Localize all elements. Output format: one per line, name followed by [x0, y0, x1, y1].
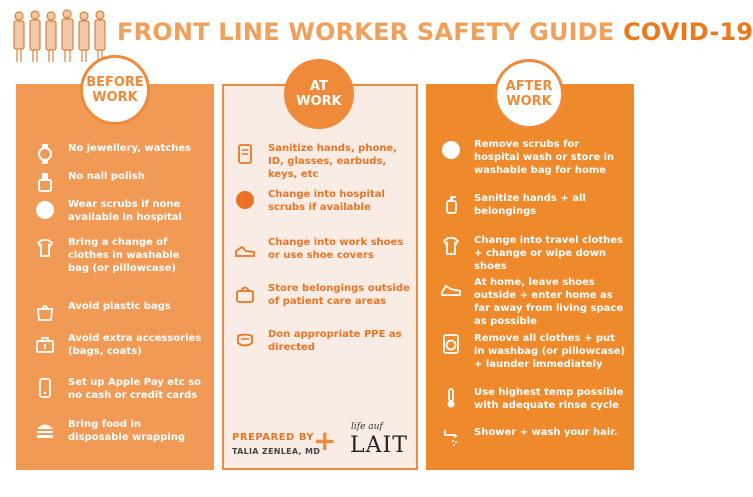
- healthcare-workers-illustration: [10, 8, 110, 64]
- author-name: TALIA ZENLEA, MD: [232, 447, 321, 456]
- item-text: Shower + wash your hair.: [474, 427, 618, 438]
- burger-icon: [34, 419, 56, 441]
- lait-logo-small-text: life auf: [351, 422, 383, 432]
- at-work-badge: AT WORK: [284, 59, 354, 129]
- clothes-icon: [34, 237, 56, 259]
- item-text: Change into hospital scrubs if available: [268, 189, 385, 213]
- item-text: Remove scrubs for hospital wash or store in washable bag for home: [474, 139, 615, 176]
- before-work-badge: BEFORE WORK: [80, 55, 150, 125]
- lait-logo: LAIT: [350, 433, 408, 458]
- at-item: [234, 236, 414, 262]
- after-item: [440, 234, 628, 273]
- at-work-panel: [222, 84, 418, 470]
- after-item: [440, 276, 628, 328]
- before-item: [34, 332, 204, 358]
- shoes-icon: [234, 237, 256, 259]
- sanitizer-icon: [440, 193, 462, 215]
- item-text: Change into work shoes or use shoe covers: [268, 237, 404, 261]
- item-text: Sanitize hands, phone, ID, glasses, earbuds, keys, etc: [268, 143, 398, 180]
- item-text: Wear scrubs if none available in hospital: [68, 199, 182, 223]
- scrubs-icon: [34, 199, 56, 221]
- clothes-icon: [440, 235, 462, 257]
- title-accent: COVID-19: [623, 18, 753, 46]
- shower-icon: [440, 427, 462, 449]
- item-text: Bring a change of clothes in washable bag (or pillowcase): [68, 237, 180, 274]
- plus-sign: +: [313, 424, 337, 457]
- at-item: [234, 188, 414, 214]
- before-item: [34, 170, 204, 193]
- item-text: Bring food in disposable wrapping: [68, 419, 186, 443]
- scrubs-icon: [234, 189, 256, 211]
- title-main: FRONT LINE WORKER SAFETY GUIDE: [117, 18, 615, 46]
- at-item: [234, 328, 414, 354]
- bag-icon: [234, 283, 256, 305]
- item-text: Avoid extra accessories (bags, coats): [68, 333, 202, 357]
- before-item: [34, 142, 204, 165]
- before-item: [34, 376, 204, 402]
- prepared-by-label: PREPARED BY: [232, 432, 315, 443]
- at-item: [234, 142, 414, 181]
- after-item: [440, 138, 628, 177]
- after-work-badge: AFTER WORK: [494, 59, 564, 129]
- before-item: [34, 236, 204, 275]
- item-text: Don appropriate PPE as directed: [268, 329, 402, 353]
- devices-icon: [234, 143, 256, 165]
- item-text: No jewellery, watches: [68, 143, 192, 154]
- before-work-panel: [16, 84, 214, 470]
- at-item: [234, 282, 414, 308]
- before-item: [34, 198, 204, 224]
- scrubs-icon: [440, 139, 462, 161]
- item-text: Set up Apple Pay etc so no cash or credit cards: [68, 377, 202, 401]
- phone-pay-icon: [34, 377, 56, 399]
- nail-polish-icon: [34, 171, 56, 193]
- handbag-icon: [34, 333, 56, 355]
- after-item: [440, 426, 628, 449]
- item-text: No nail polish: [68, 171, 145, 182]
- item-text: Sanitize hands + all belongings: [474, 193, 586, 217]
- thermometer-icon: [440, 387, 462, 409]
- before-item: [34, 300, 204, 323]
- watch-icon: [34, 143, 56, 165]
- after-item: [440, 332, 628, 371]
- shoe-icon: [440, 277, 462, 299]
- item-text: Change into travel clothes + change or wipe down shoes: [474, 235, 623, 272]
- item-text: At home, leave shoes outside + enter home as far away from living space as possible: [474, 277, 624, 327]
- after-item: [440, 386, 628, 412]
- after-item: [440, 192, 628, 218]
- plastic-bag-icon: [34, 301, 56, 323]
- after-work-panel: [426, 84, 634, 470]
- laundry-icon: [440, 333, 462, 355]
- item-text: Use highest temp possible with adequate rinse cycle: [474, 387, 624, 411]
- item-text: Avoid plastic bags: [68, 301, 171, 312]
- page-title: [117, 18, 753, 46]
- mask-icon: [234, 329, 256, 351]
- item-text: Store belongings outside of patient care areas: [268, 283, 410, 307]
- item-text: Remove all clothes + put in washbag (or pillowcase) + launder immediately: [474, 333, 626, 370]
- before-item: [34, 418, 204, 444]
